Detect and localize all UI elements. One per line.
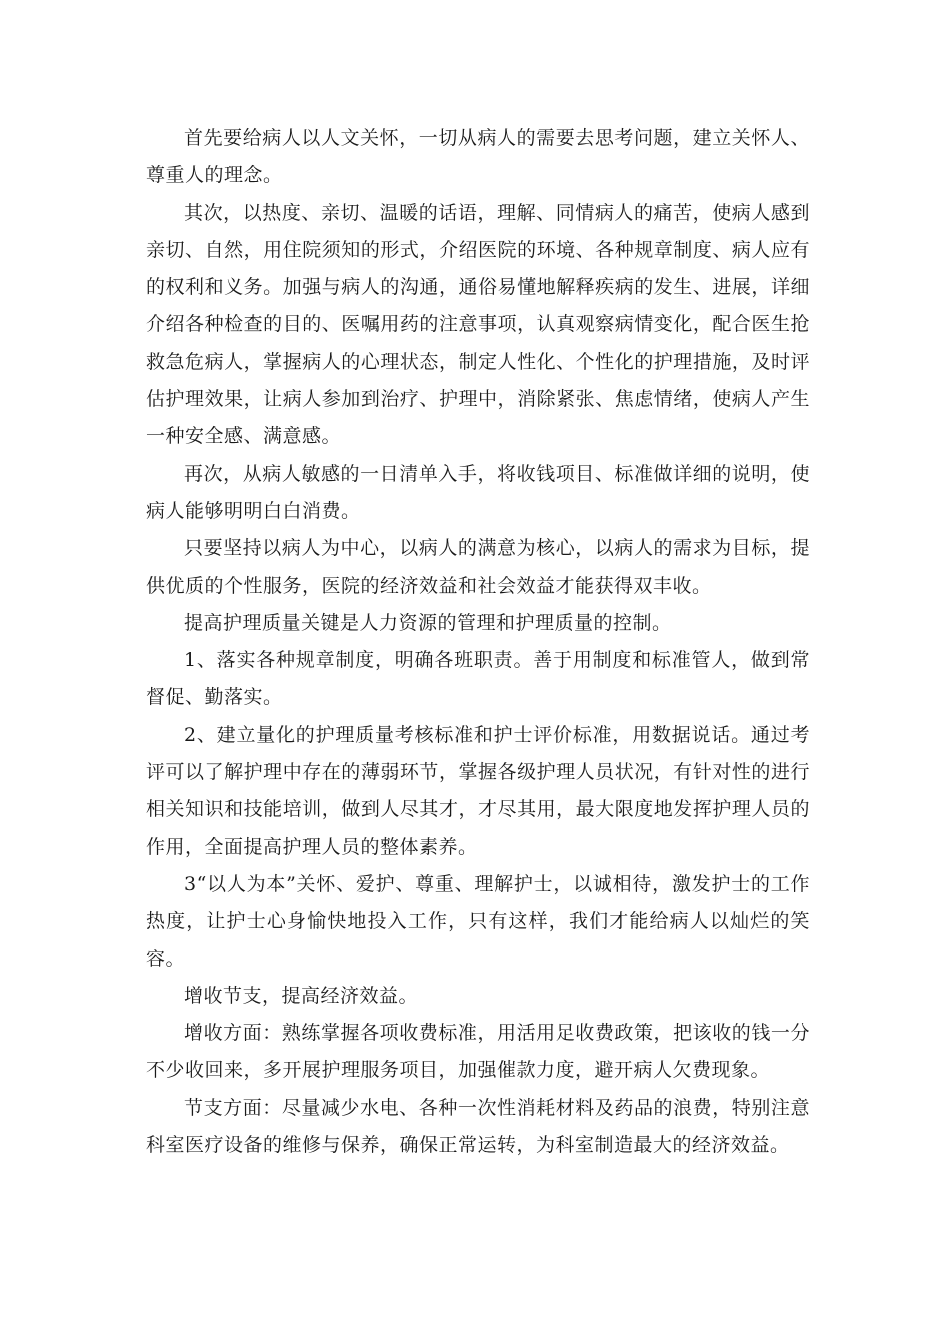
paragraph-quality-key: 提高护理质量关键是人力资源的管理和护理质量的控制。 bbox=[184, 611, 672, 634]
paragraph-item-3: 3“以人为本”关怀、爱护、尊重、理解护士，以诚相待，激发护士的工作热度，让护士心身愉快地投入工作，只有这样，我们才能给病人以灿烂的笑容。 bbox=[146, 872, 810, 970]
document-body bbox=[146, 120, 810, 1164]
paragraph-humanistic-care: 首先要给病人以人文关怀，一切从病人的需要去思考问题，建立关怀人、尊重人的理念。 bbox=[146, 127, 810, 187]
paragraph-revenue-heading: 增收节支，提高经济效益。 bbox=[184, 984, 419, 1007]
paragraph-patient-centered: 只要坚持以病人为中心，以病人的满意为核心，以病人的需求为目标，提供优质的个性服务，医院的经济效益和社会效益才能获得双丰收。 bbox=[146, 537, 810, 597]
paragraph-daily-bill: 再次，从病人敏感的一日清单入手，将收钱项目、标准做详细的说明，使病人能够明明白白消费。 bbox=[146, 462, 810, 522]
paragraph-cost-saving: 节支方面：尽量减少水电、各种一次性消耗材料及药品的浪费，特别注意科室医疗设备的维修与保养，确保正常运转，为科室制造最大的经济效益。 bbox=[146, 1096, 810, 1157]
paragraph-revenue-increase: 增收方面：熟练掌握各项收费标准，用活用足收费政策，把该收的钱一分不少收回来，多开展护理服务项目，加强催款力度，避开病人欠费现象。 bbox=[146, 1022, 810, 1082]
paragraph-item-1: 1、落实各种规章制度，明确各班职责。善于用制度和标准管人，做到常督促、勤落实。 bbox=[146, 649, 810, 709]
paragraph-patient-communication: 其次，以热度、亲切、温暖的话语，理解、同情病人的痛苦，使病人感到亲切、自然，用住院须知的形式，介绍医院的环境、各种规章制度、病人应有的权利和义务。加强与病人的沟通，通俗易懂地解释疾病的发生、进展，详细介绍各种检查的目的、医嘱用药的注意事项，认真观察病情变化，配合医生抢救急危病人，掌握病人的心理状态，制定人性化、个性化的护理措施，及时评估护理效果，让病人参加到治疗、护理中，消除紧张、焦虑情绪，使病人产生一种安全感、满意感。 bbox=[146, 201, 810, 448]
paragraph-item-2: 2、建立量化的护理质量考核标准和护士评价标准，用数据说话。通过考评可以了解护理中存在的薄弱环节，掌握各级护理人员状况，有针对性的进行相关知识和技能培训，做到人尽其才，才尽其用，最大限度地发挥护理人员的作用，全面提高护理人员的整体素养。 bbox=[146, 723, 810, 858]
